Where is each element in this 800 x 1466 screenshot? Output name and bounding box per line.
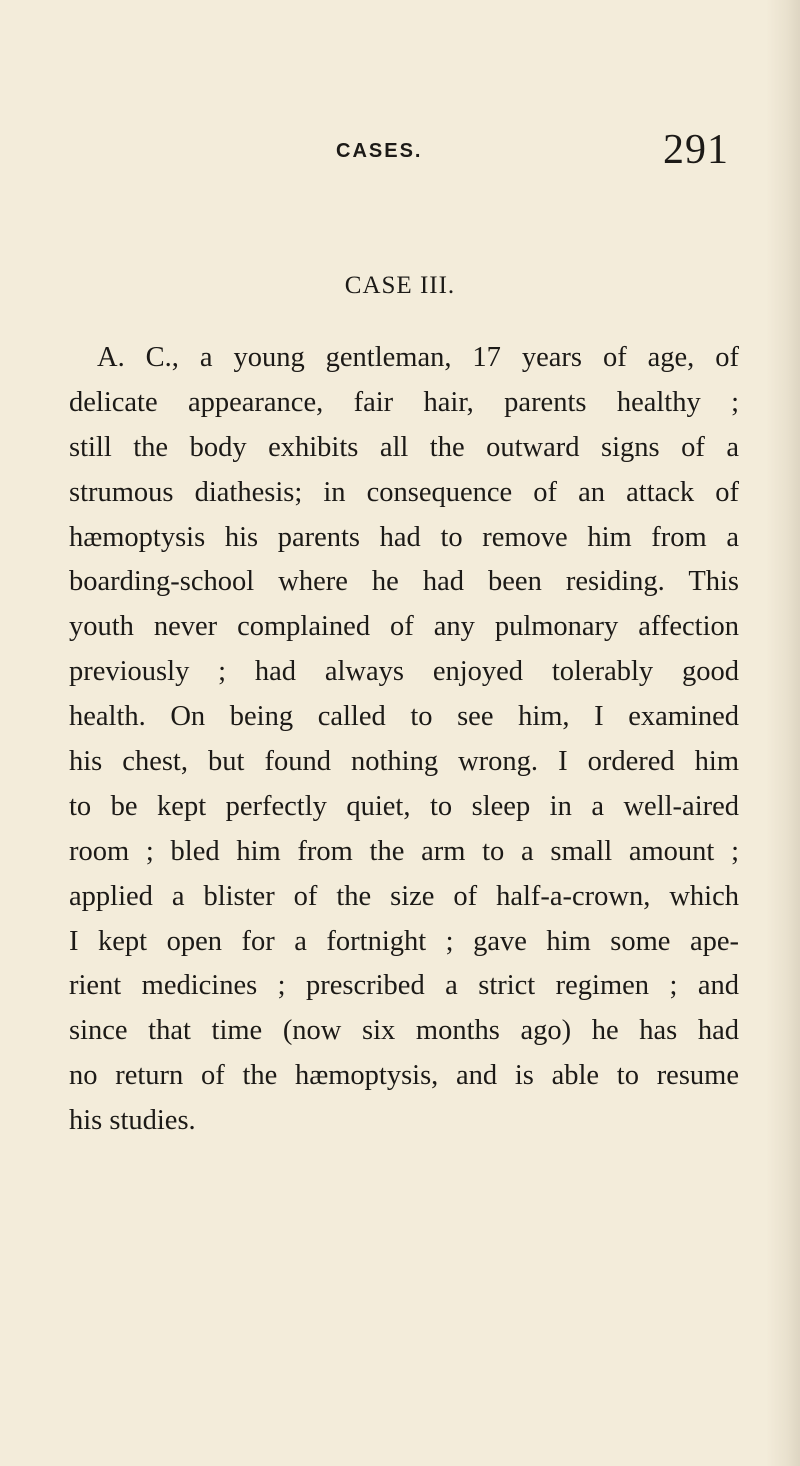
page-edge-shadow (766, 0, 800, 1466)
text-line: A. C., a young gentleman, 17 years of age, of (97, 342, 739, 373)
text-line: his chest, but found nothing wrong. I ordered him (69, 746, 739, 778)
text-line: delicate appearance, fair hair, parents healthy ; (69, 386, 739, 418)
text-line: hæmoptysis his parents had to remove him from a (69, 521, 739, 553)
text-line: I kept open for a fortnight ; gave him some ape- (69, 925, 739, 957)
running-title: CASES. (336, 140, 423, 162)
text-line: previously ; had always enjoyed tolerably good (69, 656, 739, 688)
text-line: youth never complained of any pulmonary affection (69, 611, 739, 643)
case-paragraph (69, 336, 739, 1144)
text-line: still the body exhibits all the outward signs of a (69, 431, 739, 463)
text-line: room ; bled him from the arm to a small amount ; (69, 835, 739, 867)
text-line: strumous diathesis; in consequence of an attack of (69, 476, 739, 508)
text-line: since that time (now six months ago) he has had (69, 1015, 739, 1047)
running-head (0, 118, 800, 178)
text-line: applied a blister of the size of half-a-crown, which (69, 880, 739, 912)
text-line: his studies. (69, 1105, 196, 1137)
text-line: no return of the hæmoptysis, and is able to resume (69, 1060, 739, 1092)
case-heading: CASE III. (344, 272, 456, 299)
page-number: 291 (663, 127, 729, 173)
text-line: boarding-school where he had been residing. This (69, 566, 739, 598)
text-line: health. On being called to see him, I examined (69, 701, 739, 733)
text-line: to be kept perfectly quiet, to sleep in a well-aired (69, 790, 739, 822)
text-line: rient medicines ; prescribed a strict regimen ; and (69, 970, 739, 1002)
